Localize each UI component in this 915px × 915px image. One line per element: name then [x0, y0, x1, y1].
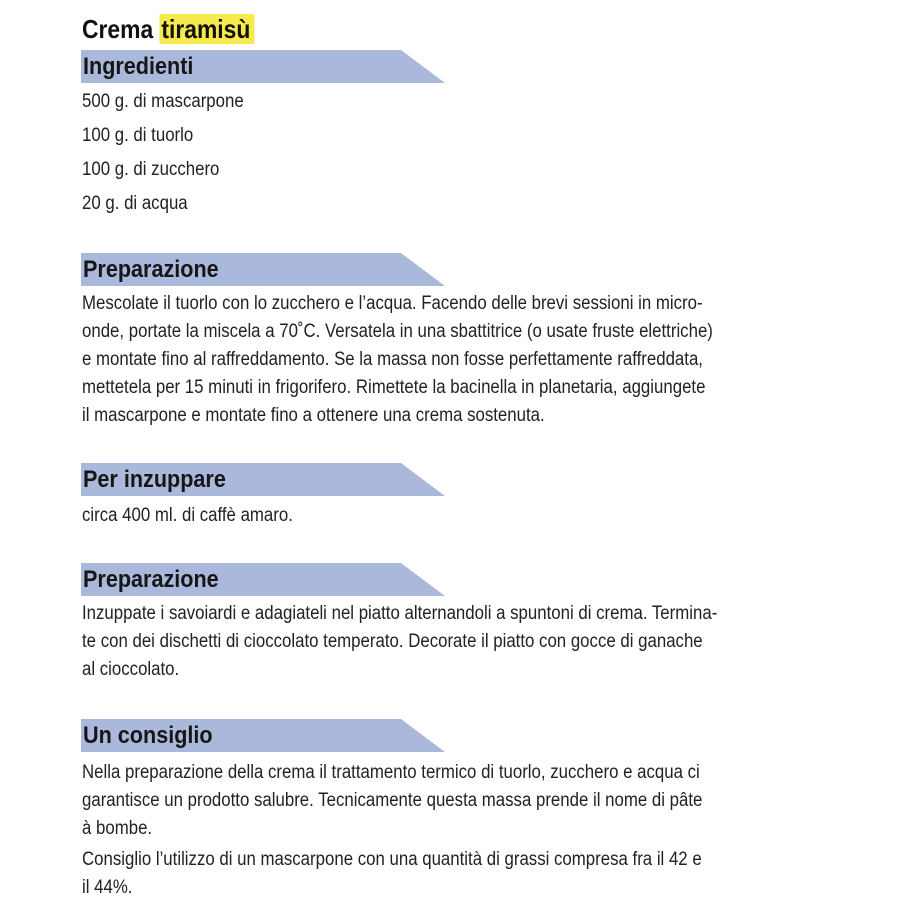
text-line: il 44%.: [82, 877, 133, 898]
preparation-text: [82, 290, 798, 430]
text-line: e montate fino al raffreddamento. Se la massa non fosse perfettamente raffreddata,: [82, 349, 703, 370]
ingredient-item: 100 g. di tuorlo: [82, 125, 194, 146]
section-heading: Preparazione: [83, 566, 219, 593]
text-line: circa 400 ml. di caffè amaro.: [82, 505, 293, 526]
ingredient-item: 100 g. di zucchero: [82, 159, 220, 180]
text-line: al cioccolato.: [82, 659, 180, 680]
section-header-un-consiglio: [81, 719, 445, 752]
tip-paragraph-1: [82, 759, 798, 843]
text-line: onde, portate la miscela a 70˚C. Versatela in una sbattitrice (o usate fruste elettriche): [82, 321, 713, 342]
text-line: te con dei dischetti di cioccolato temperato. Decorate il piatto con gocce di ganache: [82, 631, 703, 652]
text-line: Inzuppate i savoiardi e adagiateli nel piatto alternandoli a spuntoni di crema. Termina-: [82, 603, 718, 624]
text-line: Mescolate il tuorlo con lo zucchero e l’acqua. Facendo delle brevi sessioni in micro-: [82, 293, 703, 314]
ingredients-list: [82, 85, 265, 221]
text-line: Nella preparazione della crema il trattamento termico di tuorlo, zucchero e acqua ci: [82, 762, 700, 783]
section-heading: Preparazione: [83, 256, 219, 283]
section-heading: Un consiglio: [83, 722, 213, 749]
section-header-per-inzuppare: [81, 463, 445, 496]
recipe-title: [82, 10, 255, 48]
section-header-ingredienti: [81, 50, 445, 83]
tip-paragraph-2: [82, 846, 798, 902]
title-highlighted-word: tiramisù: [160, 14, 255, 44]
section-heading: Ingredienti: [83, 53, 194, 80]
section-heading: Per inzuppare: [83, 466, 226, 493]
assembly-text: [82, 600, 798, 684]
text-line: il mascarpone e montate fino a ottenere una crema sostenuta.: [82, 405, 545, 426]
section-header-preparazione-2: [81, 563, 445, 596]
text-line: à bombe.: [82, 818, 153, 839]
ingredient-item: 20 g. di acqua: [82, 193, 188, 214]
text-line: garantisce un prodotto salubre. Tecnicamente questa massa prende il nome di pâte: [82, 790, 703, 811]
soaking-text: [82, 502, 798, 530]
text-line: mettetela per 15 minuti in frigorifero. Rimettete la bacinella in planetaria, aggiungete: [82, 377, 706, 398]
text-line: Consiglio l’utilizzo di un mascarpone con una quantità di grassi compresa fra il 42 e: [82, 849, 702, 870]
title-part-1: Crema: [82, 14, 154, 44]
section-header-preparazione: [81, 253, 445, 286]
ingredient-item: 500 g. di mascarpone: [82, 91, 244, 112]
